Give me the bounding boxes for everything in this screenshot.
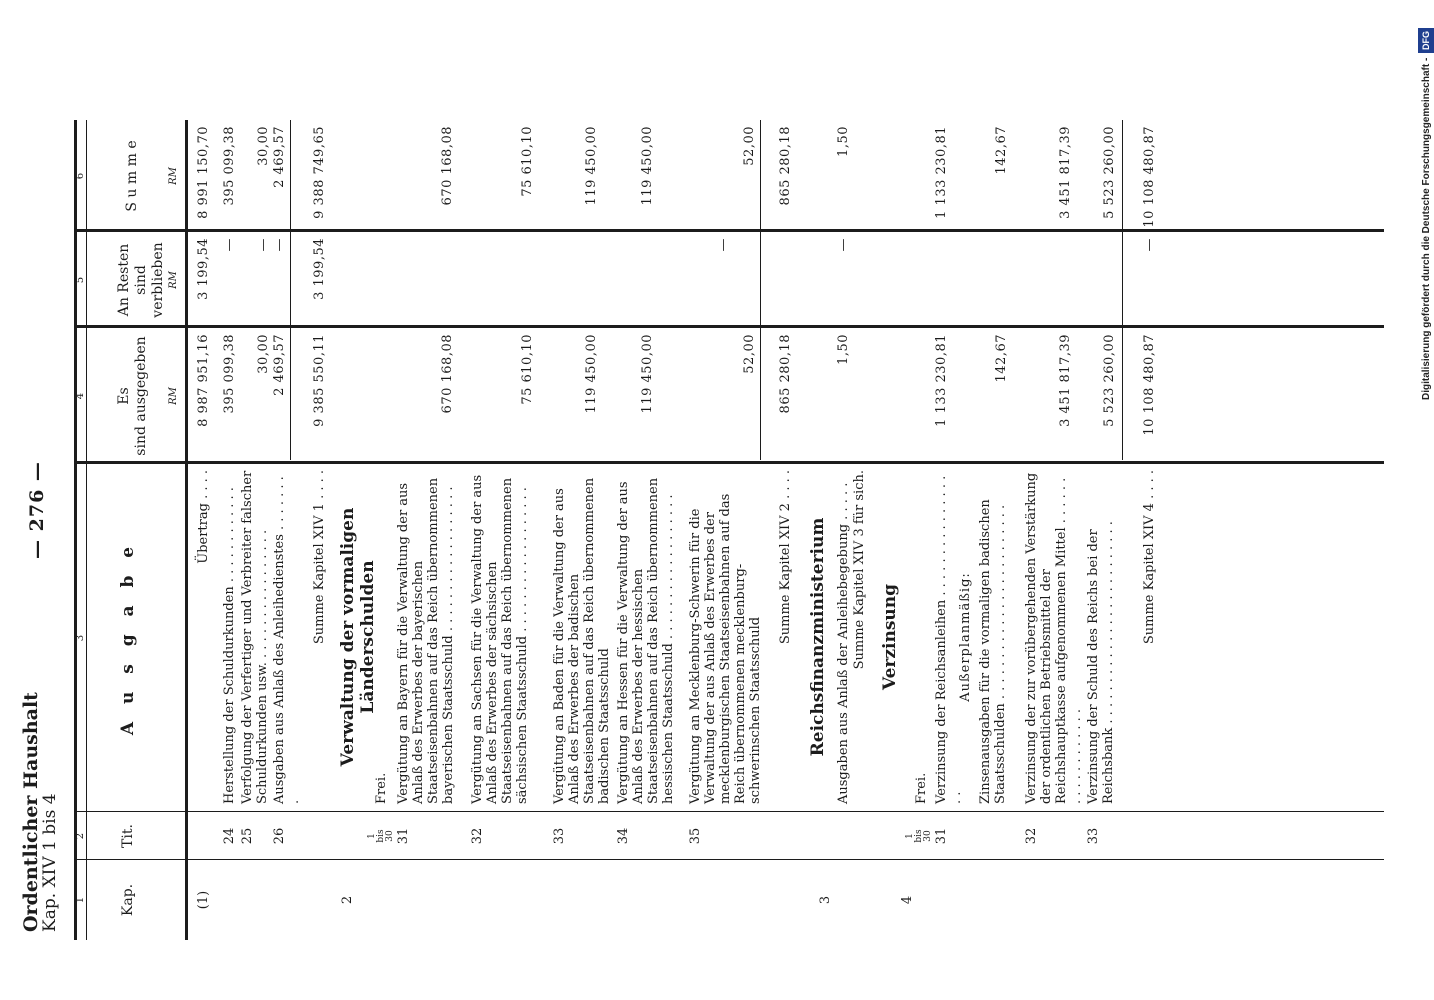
tit-cell: 26 xyxy=(272,827,287,845)
sum-1-label: Summe Kapitel XIV 1 . . . . xyxy=(312,470,327,645)
header-bottom-rule xyxy=(185,120,188,940)
tit-cell: 32 xyxy=(1024,827,1039,845)
colnum-4: 4 xyxy=(75,392,86,400)
tit-cell: 33 xyxy=(1086,827,1101,845)
col-rule-1 xyxy=(74,859,1384,860)
tit-32-text: Vergütung an Sachsen für die Verwaltung der aus Anlaß des Erwerbes der sächsischen Staatseisenbahnen auf das Reich übernommenen sächsischen Staatsschuld . . . . . . . . . . . . . . . . . . xyxy=(470,474,530,804)
tit-35-text: Vergütung an Mecklenburg-Schwerin für die Verwaltung der aus Anlaß des Erwerbes der mecklenburgischen Staatseisenbahnen auf das Reich übernommenen mecklenburg-schwerinschen Staatsschuld xyxy=(688,493,763,804)
uebertrag-reste: 3 199,54 xyxy=(196,238,211,300)
tit-26-ausgegeben: 2 469,57 xyxy=(272,334,287,396)
tit-25-summe: 30,00 xyxy=(256,126,271,166)
tit-cell: 35 xyxy=(688,827,703,845)
tit-31-ausgegeben: 670 168,08 xyxy=(440,334,455,414)
sum-4-rule xyxy=(1122,120,1123,460)
tit-cell: 34 xyxy=(616,827,631,845)
verz-32-summe: 3 451 817,39 xyxy=(1058,126,1073,219)
uebertrag-label: Übertrag . . . . xyxy=(196,470,211,564)
col-rule-4 xyxy=(74,325,1384,328)
frei-text: Frei. xyxy=(374,772,389,804)
heading-summe: S u m m e xyxy=(124,140,140,212)
tit-24-reste: — xyxy=(222,238,237,252)
sum-1-ausgegeben: 9 385 550,11 xyxy=(312,334,327,427)
tit-25-ausgegeben: 30,00 xyxy=(256,334,271,374)
unit-reste: RM xyxy=(168,271,179,289)
sum-2-summe: 865 280,18 xyxy=(778,126,793,206)
kap-cell: 3 xyxy=(818,895,833,905)
tit-cell: 25 xyxy=(240,827,255,845)
kap-cell: (1) xyxy=(196,890,211,910)
heading-ausgegeben: Es sind ausgegeben xyxy=(116,336,149,456)
unit-ausgegeben: RM xyxy=(168,387,179,405)
tit-24-text: Herstellung der Schuldurkunden . . . . . . . . . . . . xyxy=(222,487,237,804)
kap-3-text: Ausgaben aus Anlaß der Anleihebegebung . . . . . xyxy=(836,482,851,804)
tit-range: 1 bis 30 xyxy=(367,829,395,843)
tit-cell: 31 xyxy=(396,827,411,845)
col-rule-2 xyxy=(74,811,1384,812)
colnum-1: 1 xyxy=(75,896,86,904)
tit-25-text: Verfolgung der Verfertiger und Verbreiter falscher Schuldurkunden usw. . . . . . . . . . . . . . . . . xyxy=(240,470,270,804)
kap-cell: 2 xyxy=(340,895,355,905)
verz-31-text: Verzinsung der Reichsanleihen . . . . . . . . . . . . . . . . . xyxy=(934,475,964,804)
heading-kap: Kap. xyxy=(120,883,136,917)
verz-33-text: Verzinsung der Schuld des Reichs bei der Reichsbank . . . . . . . . . . . . . . . . . . . . . . . . . xyxy=(1086,521,1116,804)
col-rule-3 xyxy=(74,461,1384,464)
tit-32-summe: 75 610,10 xyxy=(520,126,535,197)
tit-26-text: Ausgaben aus Anlaß des Anleihedienstes . . . . . . . . xyxy=(272,476,302,804)
dfg-logo-badge: DFG xyxy=(1418,28,1434,53)
tit-34-text: Vergütung an Hessen für die Verwaltung der aus Anlaß des Erwerbes der hessischen Staatseisenbahnen auf das Reich übernommenen hessischen Staatsschuld . . . . . . . . . . . . . . . . . . xyxy=(616,477,676,804)
tit-25-reste: — xyxy=(256,238,271,252)
tit-33-summe: 119 450,00 xyxy=(584,126,599,206)
page-header-left xyxy=(22,592,60,932)
tit-26-reste: — xyxy=(272,238,287,252)
digitization-credit xyxy=(1418,8,1434,400)
section-title: Verwaltung der vormaligen Länderschulden xyxy=(338,507,378,767)
tit-35-summe: 52,00 xyxy=(742,126,757,166)
verz-33-summe: 5 523 260,00 xyxy=(1102,126,1117,219)
tit-32-ausgegeben: 75 610,10 xyxy=(520,334,535,405)
colnum-5: 5 xyxy=(75,276,86,284)
heading-reste: An Resten sind verblieben xyxy=(116,242,166,318)
chapter-range: Kap. XIV 1 bis 4 xyxy=(40,793,60,932)
verz-32-ausgegeben: 3 451 817,39 xyxy=(1058,334,1073,427)
uebertrag-summe: 8 991 150,70 xyxy=(196,126,211,219)
sum-4-reste: — xyxy=(1142,238,1157,252)
heading-tit: Tit. xyxy=(120,824,136,848)
sum-1-reste: 3 199,54 xyxy=(312,238,327,300)
tit-35-ausgegeben: 52,00 xyxy=(742,334,757,374)
kap-3-reste: — xyxy=(836,238,851,252)
tit-cell: 33 xyxy=(552,827,567,845)
tit-31-summe: 670 168,08 xyxy=(440,126,455,206)
tit-34-ausgegeben: 119 450,00 xyxy=(640,334,655,414)
section-title: Verzinsung xyxy=(880,583,900,691)
sum-2-label: Summe Kapitel XIV 2 . . . . xyxy=(778,470,793,645)
sum-4-summe: 10 108 480,87 xyxy=(1142,126,1157,228)
colnum-rule xyxy=(86,120,87,940)
sum-1-rule xyxy=(290,120,291,460)
credit-text: Digitalisierung gefördert durch die Deutsche Forschungsgemeinschaft - xyxy=(1421,57,1432,400)
uebertrag-ausgegeben: 8 987 951,16 xyxy=(196,334,211,427)
tit-34-summe: 119 450,00 xyxy=(640,126,655,206)
colnum-2: 2 xyxy=(75,832,86,840)
zinsen-text: Zinsenausgaben für die vormaligen badischen Staatsschulden . . . . . . . . . . . . . . . . . . . . . . . . xyxy=(978,499,1008,804)
section-title: Reichsfinanzministerium xyxy=(808,517,828,757)
tit-cell: 31 xyxy=(934,827,949,845)
tit-31-text: Vergütung an Bayern für die Verwaltung der aus Anlaß des Erwerbes der bayerischen Staatseisenbahnen auf das Reich übernommenen bayerischen Staatsschuld . . . . . . . . . . . . . . . . . . xyxy=(396,477,456,804)
zinsen-ausgegeben: 142,67 xyxy=(994,334,1009,383)
tit-35-reste: — xyxy=(716,238,731,252)
sum-3-label: Summe Kapitel XIV 3 für sich. xyxy=(852,470,867,670)
tit-33-text: Vergütung an Baden für die Verwaltung der aus Anlaß des Erwerbes der badischen Staatseisenbahnen auf das Reich übernommenen badischen Staatsschuld xyxy=(552,477,612,804)
kap-cell: 4 xyxy=(900,895,915,905)
col-rule-5 xyxy=(74,229,1384,232)
document-title: Ordentlicher Haushalt xyxy=(20,692,42,932)
ausserplanmaessig-label: Außerplanmäßig: xyxy=(958,572,973,702)
tit-cell: 24 xyxy=(222,827,237,845)
sum-4-label: Summe Kapitel XIV 4 . . . . xyxy=(1142,470,1157,645)
kap-3-summe: 1,50 xyxy=(836,126,851,157)
tit-33-ausgegeben: 119 450,00 xyxy=(584,334,599,414)
verz-31-ausgegeben: 1 133 230,81 xyxy=(934,334,949,427)
sum-2-rule xyxy=(760,120,761,460)
zinsen-summe: 142,67 xyxy=(994,126,1009,175)
tit-26-summe: 2 469,57 xyxy=(272,126,287,188)
kap-3-ausgegeben: 1,50 xyxy=(836,334,851,365)
tit-24-summe: 395 099,38 xyxy=(222,126,237,206)
colnum-3: 3 xyxy=(75,634,86,642)
sum-2-ausgegeben: 865 280,18 xyxy=(778,334,793,414)
sum-4-ausgegeben: 10 108 480,87 xyxy=(1142,334,1157,436)
tit-cell: 32 xyxy=(470,827,485,845)
tit-range: 1 bis 30 xyxy=(905,829,933,843)
heading-ausgabe: A u s g a b e xyxy=(118,540,138,736)
verz-33-ausgegeben: 5 523 260,00 xyxy=(1102,334,1117,427)
scanned-page xyxy=(0,100,1400,1000)
verz-32-text: Verzinsung der zur vorübergehenden Verstärkung der ordentlichen Betriebsmittel der Reichshauptkasse aufgenommenen Mittel . . . . . . . . . . . . . . . . . . xyxy=(1024,472,1084,804)
page-number: — 276 — xyxy=(26,461,48,559)
colnum-6: 6 xyxy=(75,172,86,180)
frei-text: Frei. xyxy=(914,772,929,804)
sum-1-summe: 9 388 749,65 xyxy=(312,126,327,219)
tit-24-ausgegeben: 395 099,38 xyxy=(222,334,237,414)
verz-31-summe: 1 133 230,81 xyxy=(934,126,949,219)
unit-summe: RM xyxy=(168,167,179,185)
